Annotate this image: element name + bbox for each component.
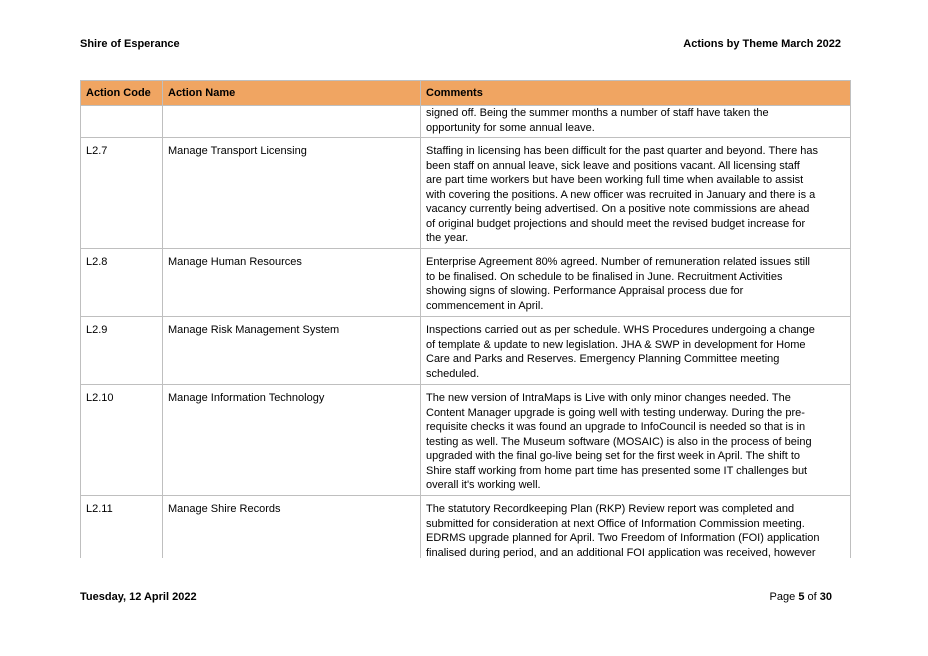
column-header-action-name: Action Name (163, 81, 421, 106)
column-header-comments: Comments (421, 81, 851, 106)
table-row (81, 249, 851, 317)
actions-table-container (80, 80, 851, 558)
action-name-cell: Manage Human Resources (163, 249, 421, 317)
page-of-label: of (807, 591, 817, 603)
comments-cell: Inspections carried out as per schedule. WHS Procedures undergoing a change of template & update to new legislation. JHA & SWP in development for Home Care and Parks and Reserves. Emergency Planning Committee meeting scheduled. (421, 317, 851, 385)
organisation-name: Shire of Esperance (80, 38, 180, 50)
action-name-cell: Manage Risk Management System (163, 317, 421, 385)
action-name-cell (163, 106, 421, 138)
comments-cell: The new version of IntraMaps is Live with only minor changes needed. The Content Manager upgrade is going well with testing underway. During the pre- requisite checks it was found an upgrade to InfoCouncil is needed so that is in testing as well. The Museum software (MOSAIC) is also in the process of being upgraded with the final go-live being set for the first week in April. The shift to Shire staff working from home part time has presented some IT challenges but overall it's working well. (421, 385, 851, 496)
report-date: Tuesday, 12 April 2022 (80, 591, 197, 603)
table-row (81, 106, 851, 138)
action-code-cell (81, 106, 163, 138)
action-name-cell: Manage Information Technology (163, 385, 421, 496)
table-row (81, 317, 851, 385)
actions-table (80, 80, 851, 558)
comments-cell: The statutory Recordkeeping Plan (RKP) Review report was completed and submitted for consideration at next Office of Information Commission meeting. EDRMS upgrade planned for April. Two Freedom of Information (FOI) application finalised during period, and an additional FOI application was received, however (421, 496, 851, 559)
page-indicator (770, 591, 832, 603)
action-code-cell: L2.9 (81, 317, 163, 385)
action-code-cell: L2.8 (81, 249, 163, 317)
action-name-cell: Manage Transport Licensing (163, 138, 421, 249)
action-code-cell: L2.10 (81, 385, 163, 496)
table-row (81, 385, 851, 496)
table-row (81, 138, 851, 249)
page-total: 30 (819, 591, 832, 603)
action-name-cell: Manage Shire Records (163, 496, 421, 559)
column-header-action-code: Action Code (81, 81, 163, 106)
report-title: Actions by Theme March 2022 (683, 38, 841, 50)
comments-cell: Staffing in licensing has been difficult for the past quarter and beyond. There has been staff on annual leave, sick leave and positions vacant. All licensing staff are part time workers but have been working full time when available to assist with covering the positions. A new officer was recruited in January and there is a vacancy currently being advertised. On a positive note commissions are ahead of original budget projections and should meet the revised budget increase for the year. (421, 138, 851, 249)
action-code-cell: L2.7 (81, 138, 163, 249)
table-row (81, 496, 851, 559)
comments-cell: Enterprise Agreement 80% agreed. Number of remuneration related issues still to be finalised. On schedule to be finalised in June. Recruitment Activities showing signs of slowing. Performance Appraisal process due for commencement in April. (421, 249, 851, 317)
table-header-row (81, 81, 851, 106)
page-label: Page (769, 591, 796, 603)
action-code-cell: L2.11 (81, 496, 163, 559)
page-number: 5 (798, 591, 805, 603)
comments-cell: signed off. Being the summer months a number of staff have taken the opportunity for some annual leave. (421, 106, 851, 138)
